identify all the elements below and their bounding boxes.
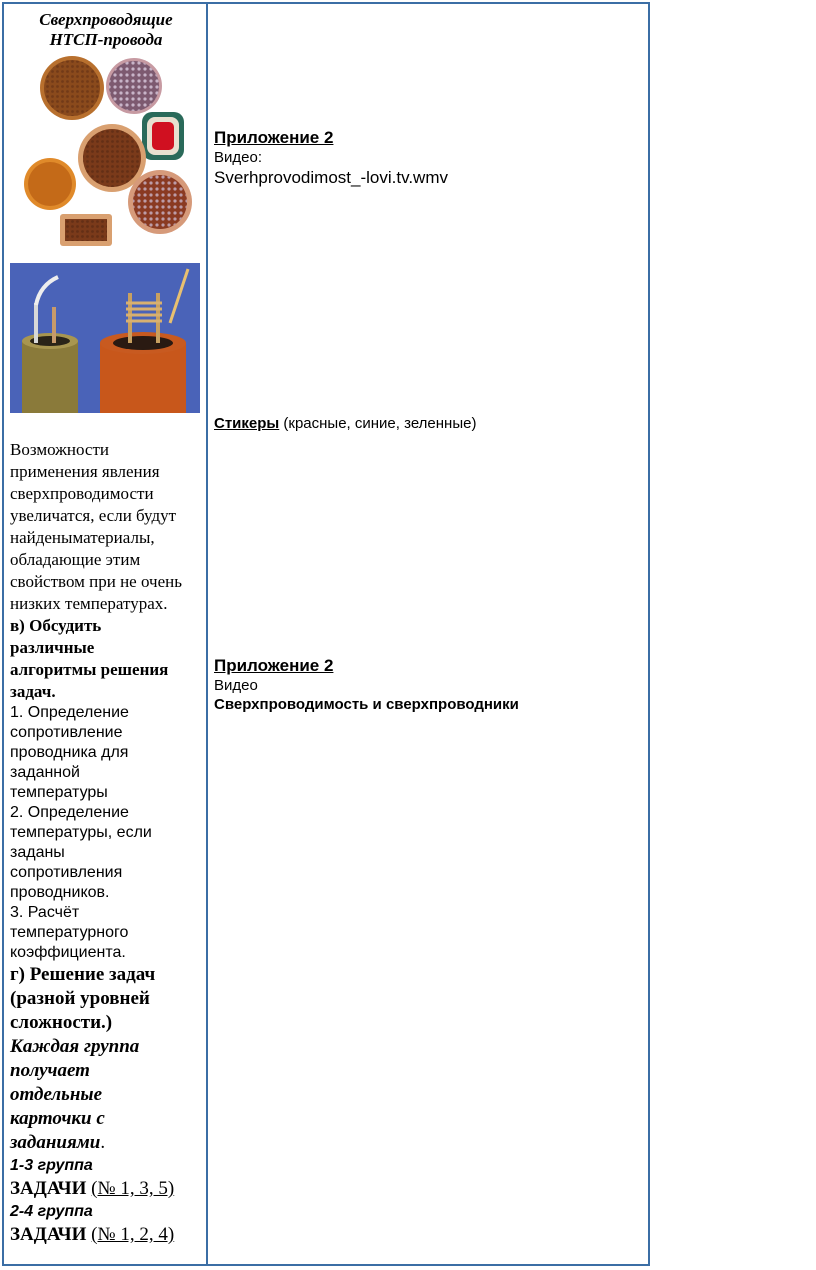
list-line: температуры <box>10 784 108 801</box>
list-line: сопротивления <box>10 864 123 881</box>
heading-line: сложности.) <box>10 1012 113 1033</box>
groups-intro <box>10 1035 202 1155</box>
tasks-word: ЗАДАЧИ <box>10 1178 87 1199</box>
list-line: коэффициента. <box>10 944 126 961</box>
list-line: 3. Расчёт <box>10 904 80 921</box>
image-caption-line: Сверхпроводящие <box>39 10 173 29</box>
intro-line: увеличатся, если будут <box>10 506 177 525</box>
coils-photo <box>10 263 200 413</box>
group-label: 2-4 группа <box>10 1203 93 1220</box>
list-line: проводника для <box>10 744 129 761</box>
video-label: Видео <box>214 677 258 694</box>
tasks-numbers: (№ 1, 2, 4) <box>91 1224 175 1245</box>
appendix-title: Приложение 2 <box>214 128 334 147</box>
heading-line: алгоритмы решения <box>10 660 169 679</box>
list-line: проводников. <box>10 884 110 901</box>
lesson-table <box>2 2 650 1266</box>
list-line: 2. Определение <box>10 804 129 821</box>
intro-line: Возможности <box>10 440 109 459</box>
intro-line: свойством при не очень <box>10 572 182 591</box>
video-name[interactable]: Сверхпроводимость и сверхпроводники <box>214 696 519 713</box>
stickers-text: (красные, синие, зеленные) <box>279 415 477 432</box>
heading-line: задач. <box>10 682 56 701</box>
group-tasks <box>10 1223 202 1247</box>
italic-line <box>10 1131 202 1155</box>
stickers-label: Стикеры <box>214 415 280 432</box>
appendix-title: Приложение 2 <box>214 656 334 675</box>
image-caption-line: НТСП-провода <box>49 30 163 49</box>
appendix-block-2 <box>214 656 519 714</box>
group-label: 1-3 группа <box>10 1157 93 1174</box>
intro-line: низких температурах. <box>10 594 168 613</box>
algorithm-list <box>10 703 202 963</box>
section-g-heading <box>10 963 202 1035</box>
video-label: Видео: <box>214 149 262 166</box>
stickers-line <box>214 414 476 433</box>
image-caption <box>10 10 202 50</box>
heading-line: различные <box>10 638 95 657</box>
appendix-block-1 <box>214 128 448 189</box>
list-line: температурного <box>10 924 129 941</box>
italic-line: получает <box>10 1060 90 1081</box>
intro-paragraph <box>10 439 202 615</box>
list-line: сопротивление <box>10 724 123 741</box>
section-v-heading <box>10 615 202 703</box>
italic-line: отдельные <box>10 1084 103 1105</box>
tasks-numbers: (№ 1, 3, 5) <box>91 1178 175 1199</box>
list-line: температуры, если <box>10 824 152 841</box>
heading-line: (разной уровней <box>10 988 150 1009</box>
left-column <box>10 8 202 1247</box>
italic-line: Каждая группа <box>10 1036 140 1057</box>
list-line: заданы <box>10 844 65 861</box>
intro-line: обладающие этим <box>10 550 141 569</box>
tasks-word: ЗАДАЧИ <box>10 1224 87 1245</box>
italic-text: заданиями <box>10 1132 101 1153</box>
intro-line: сверхпроводимости <box>10 484 154 503</box>
stickers-block <box>214 414 476 433</box>
list-line: заданной <box>10 764 80 781</box>
heading-line: г) Решение задач <box>10 964 156 985</box>
period: . <box>100 1132 106 1153</box>
intro-line: найденыматериалы, <box>10 528 155 547</box>
column-divider <box>206 4 208 1264</box>
superconducting-wires-image <box>10 54 202 254</box>
intro-line: применения явления <box>10 462 160 481</box>
group-tasks <box>10 1177 202 1201</box>
list-line: 1. Определение <box>10 704 129 721</box>
heading-line: в) Обсудить <box>10 616 102 635</box>
video-filename[interactable]: Sverhprovodimost_-lovi.tv.wmv <box>214 168 448 187</box>
italic-line: карточки с <box>10 1108 105 1129</box>
